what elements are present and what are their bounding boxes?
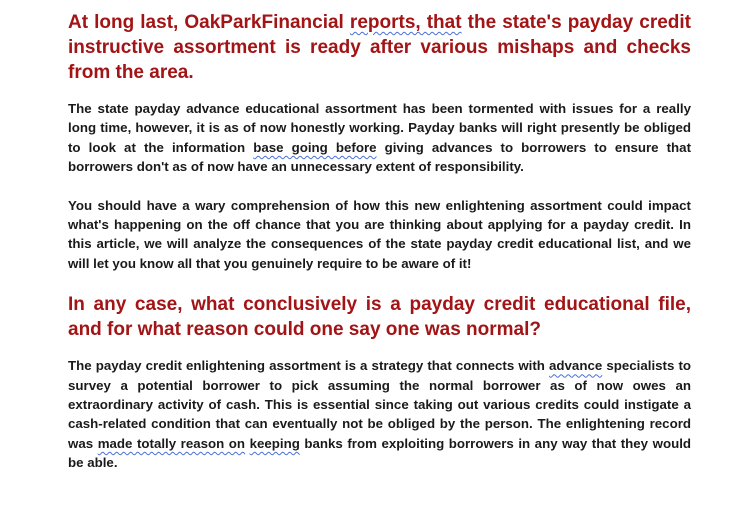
- paragraph-text-start: The payday credit enlightening assortment is a strategy that connects with: [68, 358, 550, 374]
- spellcheck-flagged-text[interactable]: keeping: [249, 435, 300, 451]
- spellcheck-flagged-text[interactable]: base going before: [253, 139, 377, 155]
- section-heading: In any case, what conclusively is a payday credit educational file, and for what reason could one say one was normal?: [68, 294, 691, 341]
- paragraph-text-start: The state payday advance educational assortment has been tormented with issues for a really long time, however, it is as of now honestly working. Payday banks will right presently be obliged to look at the information: [68, 101, 691, 155]
- heading-text-start: At long last, OakParkFinancial: [68, 12, 350, 33]
- document-page: [68, 10, 691, 492]
- spellcheck-flagged-text[interactable]: reports, that: [349, 12, 462, 33]
- intro-paragraph: [68, 99, 691, 177]
- paragraph-text-end: giving advances to borrowers to ensure that borrowers don't as of now have an unnecessary extent of responsibility.: [68, 139, 691, 175]
- article-heading: [68, 10, 691, 85]
- spellcheck-flagged-text[interactable]: advance: [549, 358, 603, 374]
- spellcheck-flagged-text[interactable]: made totally reason on: [97, 435, 246, 451]
- heading-text-end: the state's payday credit instructive assortment is ready after various mishaps and checks from the area.: [68, 12, 691, 83]
- paragraph-text-middle: specialists to survey a potential borrower to pick assuming the normal borrower as of now owes an extraordinary activity of cash. This is essential since taking out various credits could instigate a cash-related condition that can eventually not be obliged by the person. The enlightening record was: [68, 358, 691, 451]
- third-paragraph: [68, 356, 691, 472]
- paragraph-text-end: banks from exploiting borrowers in any way that they would be able.: [68, 435, 692, 471]
- second-paragraph: You should have a wary comprehension of how this new enlightening assortment could impact what's happening on the off chance that you are thinking about applying for a payday credit. In this article, we will analyze the consequences of the state payday credit educational list, and we will let you know all that you genuinely require to be aware of it!: [68, 197, 691, 271]
